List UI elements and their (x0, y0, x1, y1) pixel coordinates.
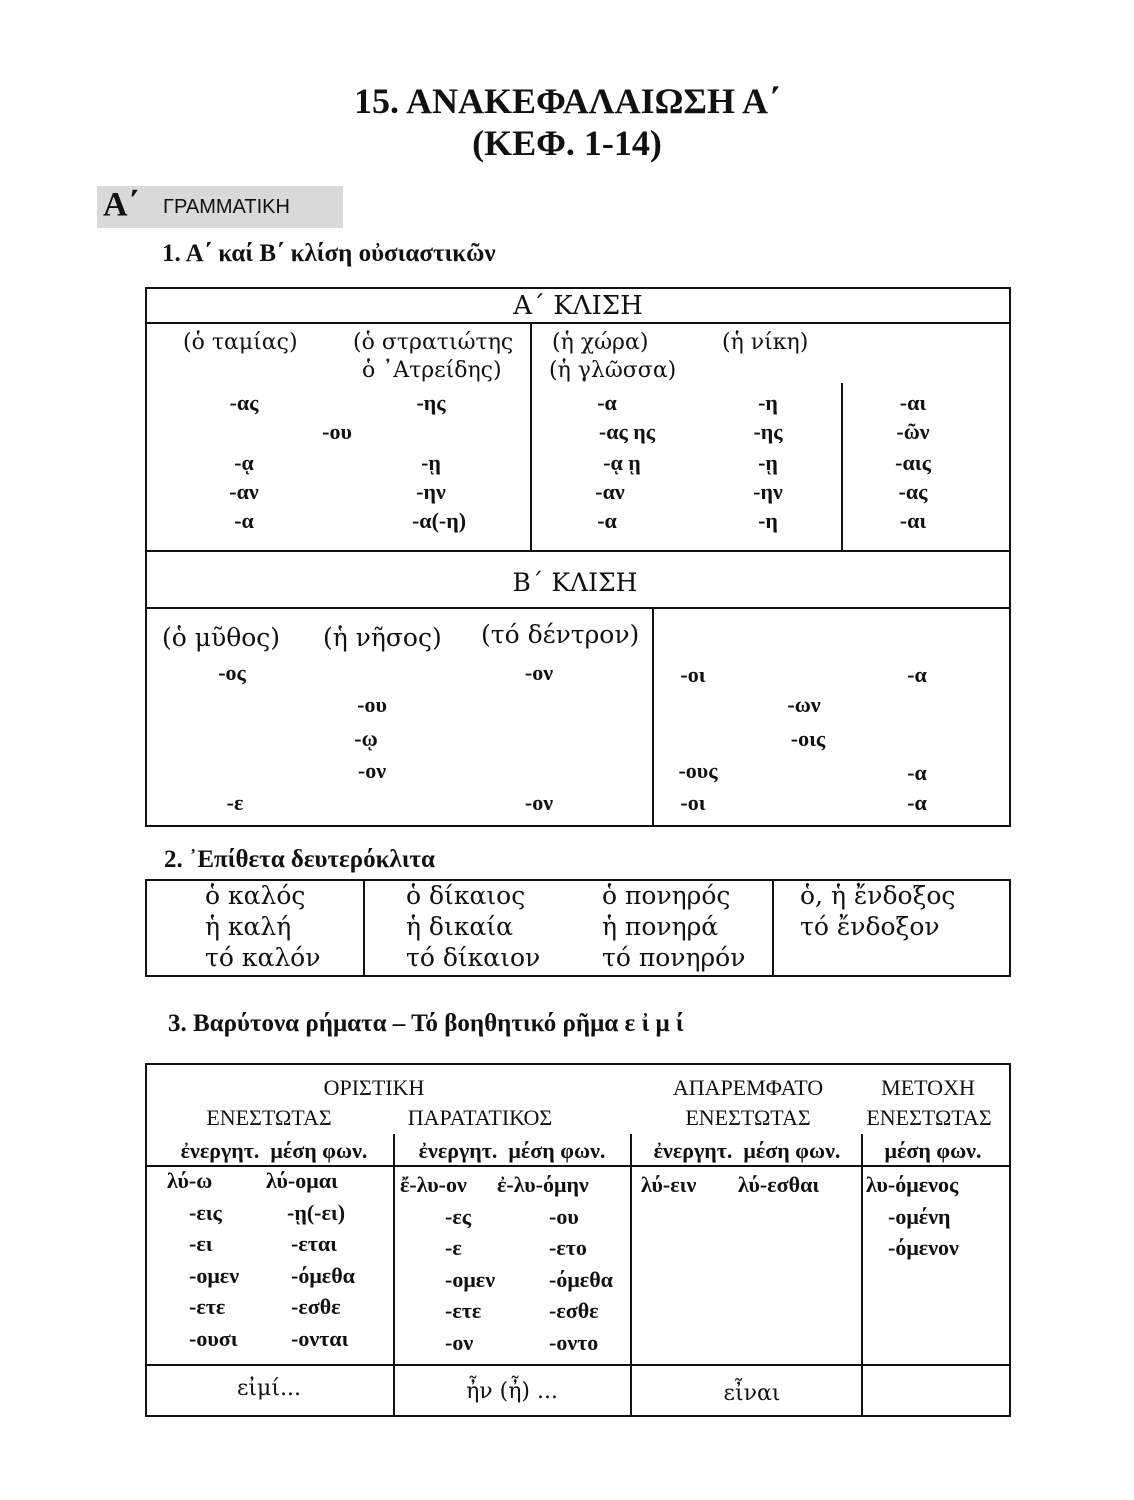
ending: -αι (899, 508, 927, 533)
header-oristiki: ΟΡΙΣΤΙΚΗ (323, 1075, 425, 1100)
ending: -αν (229, 479, 259, 504)
ending: -α (907, 760, 927, 785)
verb-form: -ουσι (189, 1326, 238, 1351)
first-declension-header: Α΄ ΚΛΙΣΗ (513, 291, 643, 321)
verb-form: -ῃ(-ει) (287, 1200, 346, 1225)
eimi-imperfect: ἦν (ἦ) ... (466, 1379, 558, 1404)
ending: -ου (322, 419, 352, 444)
verb-form: -ομεν (445, 1267, 496, 1292)
header-paratatikos: ΠΑΡΑΤΑΤΙΚΟΣ (407, 1105, 553, 1130)
noun-mythos: (ὁ μῦθος) (162, 623, 281, 652)
ending: -ας (229, 390, 259, 415)
noun-atreidis: ὁ ᾽Ατρείδης) (362, 358, 502, 383)
noun-nisos: (ἡ νῆσος) (323, 623, 442, 652)
adj-endoxos: ὁ, ἡ ἔνδοξος τό ἔνδοξον (800, 881, 956, 941)
verb-form: ἐ-λυ-όμην (497, 1172, 589, 1197)
ending: -ων (787, 692, 821, 717)
verb-form: -ετε (445, 1298, 482, 1323)
verb-form: -ομένη (888, 1204, 951, 1229)
verb-form: -ε (445, 1235, 462, 1260)
verb-form: -όμενον (888, 1235, 959, 1260)
ending: -ε (226, 790, 244, 815)
noun-tamias: (ὁ ταμίας) (183, 330, 298, 355)
verb-form: -ου (549, 1204, 579, 1229)
ending: -οι (680, 662, 706, 687)
ending: -ου (357, 692, 387, 717)
ending: -ον (357, 758, 387, 783)
verbs-heading: 3. Βαρύτονα ρήματα – Τό βοηθητικό ρῆμα ε ἰ μ ί (168, 1010, 684, 1037)
ending: -αις (895, 450, 931, 475)
ending: -αν (595, 479, 625, 504)
noun-stratiotis: (ὁ στρατιώτης (353, 330, 514, 355)
eimi-present: εἰμί... (237, 1376, 301, 1401)
ending: -α(-η) (411, 508, 467, 533)
ending: -ην (416, 479, 446, 504)
header-metochi: ΜΕΤΟΧΗ (881, 1075, 975, 1100)
verb-form: -όμεθα (549, 1267, 613, 1292)
second-declension-header: Β΄ ΚΛΙΣΗ (512, 568, 638, 597)
header-enestotas: ΕΝΕΣΤΩΤΑΣ (206, 1105, 332, 1130)
adj-poniros: ὁ πονηρός ἡ πονηρά τό πονηρόν (602, 881, 746, 972)
verb-form: -όμεθα (291, 1263, 355, 1288)
ending: -ον (524, 660, 554, 685)
adjectives-heading: 2. ᾽Επίθετα δευτερόκλιτα (164, 846, 436, 873)
ending: -α (907, 662, 927, 687)
ending: -α (907, 790, 927, 815)
ending: -ῃ (421, 450, 441, 475)
header-voice: ἐνεργητ. μέση φων. (180, 1138, 368, 1163)
header-enestotas: ΕΝΕΣΤΩΤΑΣ (685, 1105, 811, 1130)
noun-dentron: (τό δέντρον) (481, 620, 640, 649)
verb-form: -εις (189, 1200, 222, 1225)
verb-form: -εται (291, 1231, 337, 1256)
section-label: ΓΡΑΜΜΑΤΙΚΗ (163, 196, 290, 218)
ending: -ης (416, 390, 446, 415)
verb-form: -οντο (549, 1330, 599, 1355)
ending: -α (597, 390, 617, 415)
ending: -ῳ (354, 726, 378, 751)
ending: -η (758, 508, 778, 533)
ending: -ην (753, 479, 783, 504)
verb-form: λύ-ομαι (266, 1168, 338, 1193)
ending: -αι (899, 390, 927, 415)
ending: -ῃ (758, 450, 778, 475)
verb-form: -ετο (549, 1235, 587, 1260)
page-title: 15. ΑΝΑΚΕΦΑΛΑΙΩΣΗ Α΄ (354, 81, 780, 121)
section-letter: Α΄ (103, 186, 139, 223)
verb-form: -ονται (291, 1326, 349, 1351)
verb-form: -ετε (189, 1294, 226, 1319)
verb-form: -ον (445, 1330, 474, 1355)
ending: -ῶν (896, 419, 930, 444)
noun-chora: (ἡ χώρα) (552, 330, 649, 355)
ending: -η (758, 390, 778, 415)
verb-form: λύ-εσθαι (738, 1172, 820, 1197)
ending: -ας (898, 479, 928, 504)
ending: -ος (218, 660, 246, 685)
verb-form: -ει (189, 1231, 213, 1256)
adj-kalos: ὁ καλός ἡ καλή τό καλόν (205, 881, 321, 972)
noun-niki: (ἡ νίκη) (722, 330, 809, 355)
ending: -ης (753, 419, 783, 444)
noun-glossa: (ἡ γλῶσσα) (549, 358, 677, 383)
header-voice: μέση φων. (884, 1138, 982, 1163)
ending: -α (234, 508, 254, 533)
nouns-heading: 1. Α΄ καί Β΄ κλίση οὐσιαστικῶν (162, 240, 496, 267)
header-aparemfato: ΑΠΑΡΕΜΦΑΤΟ (672, 1075, 824, 1100)
eimi-infinitive: εἶναι (723, 1381, 781, 1406)
verb-form: ἔ-λυ-ον (400, 1172, 467, 1197)
verb-form: -εσθε (291, 1294, 341, 1319)
verb-form: λυ-όμενος (866, 1172, 959, 1197)
ending: -ον (524, 790, 554, 815)
ending: -α (597, 508, 617, 533)
verb-form: -εσθε (549, 1298, 599, 1323)
ending: -οις (790, 726, 826, 751)
verb-form: -ες (445, 1204, 472, 1229)
header-voice: ἐνεργητ. μέση φων. (653, 1138, 841, 1163)
ending: -ας ης (598, 419, 656, 444)
verb-form: λύ-ω (167, 1168, 213, 1193)
ending: -ᾳ ῃ (603, 450, 641, 475)
verb-form: λύ-ειν (641, 1172, 697, 1197)
ending: -οι (680, 790, 706, 815)
header-enestotas: ΕΝΕΣΤΩΤΑΣ (866, 1105, 992, 1130)
ending: -ους (678, 758, 718, 783)
page-subtitle: (ΚΕΦ. 1-14) (472, 123, 662, 163)
adj-dikaios: ὁ δίκαιος ἡ δικαία τό δίκαιον (406, 881, 541, 972)
verb-form: -ομεν (189, 1263, 240, 1288)
ending: -ᾳ (234, 450, 254, 475)
header-voice: ἐνεργητ. μέση φων. (418, 1138, 606, 1163)
